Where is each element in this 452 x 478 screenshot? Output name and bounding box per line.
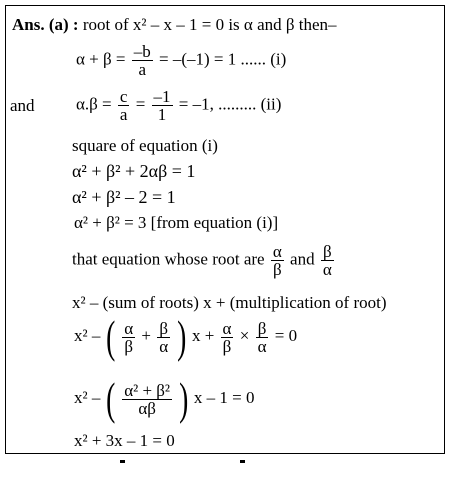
equation-1: α² + β² + 2αβ = 1 <box>72 161 196 181</box>
eq4-frac-2 <box>157 320 170 355</box>
eq5-end: x – 1 = 0 <box>193 387 255 407</box>
roots-num-1: α <box>272 242 282 261</box>
eq4-frac-1 <box>122 320 135 355</box>
roots-and: and <box>290 249 315 269</box>
roots-den-2: α <box>322 260 332 279</box>
eq4-frac3-den: β <box>222 336 232 356</box>
roots-den-1: β <box>272 260 282 279</box>
eq5-x2: x² – <box>74 387 101 407</box>
eq4-frac2-num: β <box>157 320 170 338</box>
left-paren: ( <box>105 311 115 362</box>
general-form: x² – (sum of roots) x + (multiplication of root) <box>72 293 387 312</box>
eq4-frac4-den: α <box>257 336 267 356</box>
prod-fraction-1 <box>118 88 130 123</box>
prod-numerator-2: –1 <box>153 87 171 106</box>
eq4-times: × <box>239 325 250 345</box>
equation-5 <box>74 373 255 424</box>
intro-text: root of x² – x – 1 = 0 is α and β then– <box>82 15 337 34</box>
eq4-end: = 0 <box>274 325 298 345</box>
sum-lhs: α + β = <box>76 49 126 69</box>
sum-of-roots-line <box>76 43 286 78</box>
cropped-next-line <box>0 458 452 478</box>
eq4-frac-3 <box>221 320 234 355</box>
answer-intro-line <box>12 15 337 35</box>
product-of-roots-line <box>76 88 281 123</box>
roots-text: that equation whose root are <box>72 249 265 269</box>
prod-denominator-2: 1 <box>157 105 167 124</box>
prod-rhs: = –1, ......... (ii) <box>178 94 282 114</box>
prod-numerator: c <box>119 87 128 106</box>
roots-fraction-1 <box>271 243 284 278</box>
cropped-mark <box>240 460 245 463</box>
right-paren-2: ) <box>179 373 189 424</box>
cropped-mark <box>120 460 125 463</box>
eq4-x2: x² – <box>74 325 101 345</box>
sum-rhs: = –(–1) = 1 ...... (i) <box>158 49 287 69</box>
eq5-frac <box>122 382 172 417</box>
right-paren: ) <box>177 311 187 362</box>
and-word: and <box>10 96 35 115</box>
answer-box <box>5 5 445 454</box>
eq4-plus: + <box>141 325 151 345</box>
equation-3: α² + β² = 3 [from equation (i)] <box>74 213 279 232</box>
eq4-frac2-den: α <box>159 336 169 356</box>
roots-line <box>72 243 336 278</box>
eq4-frac1-num: α <box>124 318 134 338</box>
eq4-frac3-num: α <box>222 318 232 338</box>
prod-lhs: α.β = <box>76 94 112 114</box>
roots-fraction-2 <box>321 243 334 278</box>
final-equation: x² + 3x – 1 = 0 <box>74 431 175 450</box>
equation-4 <box>74 311 298 362</box>
eq4-after: x + <box>191 325 215 345</box>
sum-denominator: a <box>138 60 146 79</box>
prod-denominator: a <box>119 105 128 124</box>
square-text: square of equation (i) <box>72 136 218 155</box>
eq5-den: αβ <box>138 398 156 418</box>
eq4-frac1-den: β <box>124 336 133 356</box>
roots-num-2: β <box>321 243 334 261</box>
eq4-frac4-num: β <box>256 320 269 338</box>
prod-equals: = <box>135 94 146 114</box>
prod-fraction-2 <box>152 88 173 123</box>
answer-label: Ans. (a) : <box>12 15 79 34</box>
left-paren-2: ( <box>105 373 115 424</box>
sum-fraction <box>132 43 153 78</box>
eq5-num: α² + β² <box>124 380 171 400</box>
equation-2: α² + β² – 2 = 1 <box>72 187 176 207</box>
sum-numerator: –b <box>133 42 151 61</box>
eq4-frac-4 <box>256 320 269 355</box>
